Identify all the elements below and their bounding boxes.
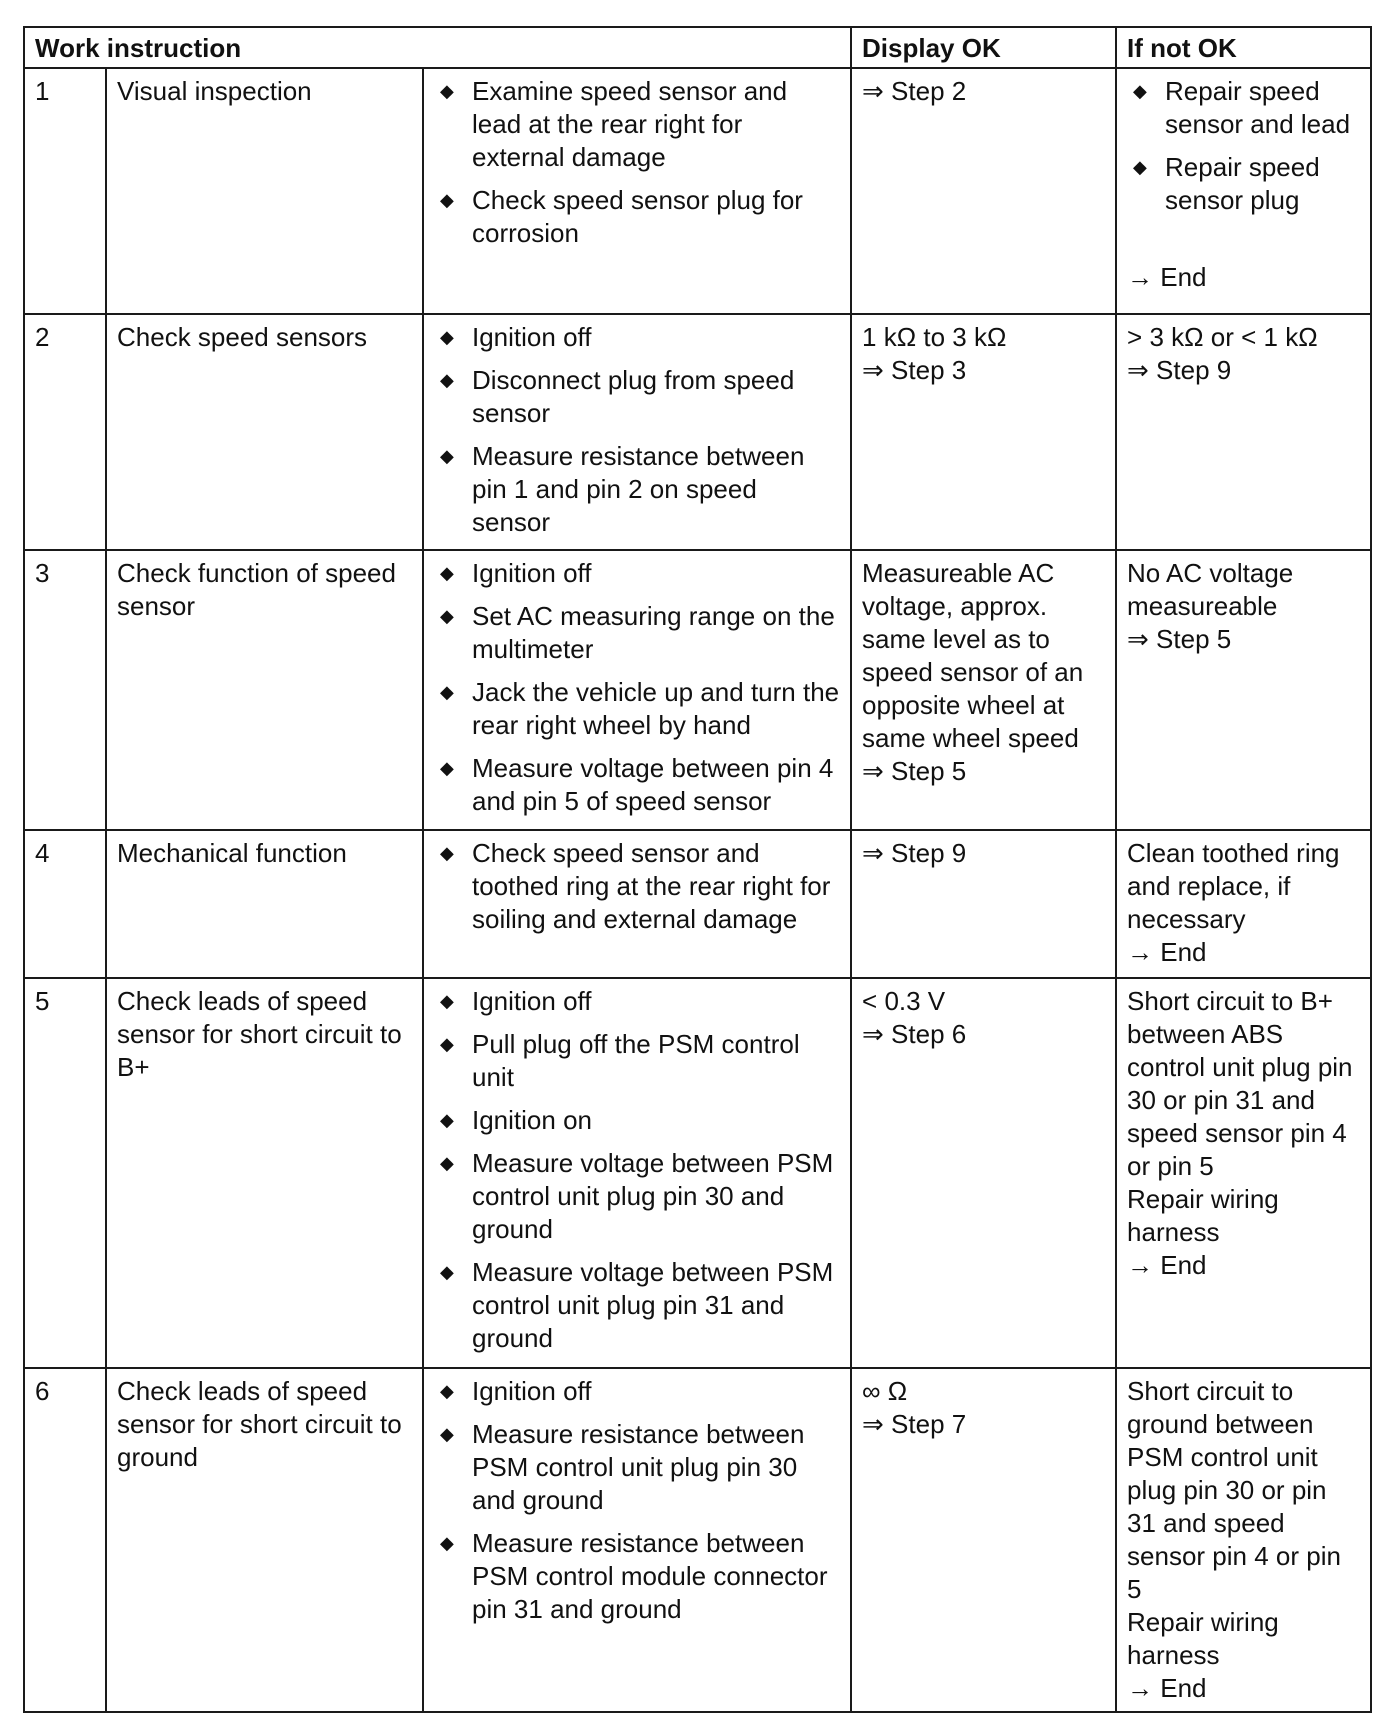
display-ok-cell (851, 830, 1116, 978)
list-item: ◆ Ignition off (440, 1376, 592, 1406)
bullet-icon: ◆ (440, 190, 454, 210)
if-not-ok-cell (1116, 978, 1371, 1368)
list-item: ◆ Repair speed sensor and lead (1133, 76, 1351, 139)
list-item: ◆ Pull plug off the PSM control unit (440, 1029, 800, 1092)
header-if-not-ok: If not OK (1116, 27, 1371, 68)
bullet-icon: ◆ (440, 370, 454, 390)
step-title: Mechanical function (106, 830, 423, 978)
table-row (24, 830, 1371, 978)
bullet-icon: ◆ (440, 1262, 454, 1282)
list-item: ◆ Measure resistance between PSM control unit plug pin 30 and ground (440, 1419, 805, 1515)
step-title: Check speed sensors (106, 314, 423, 550)
display-ok-cell (851, 314, 1116, 550)
step-instructions (423, 68, 851, 314)
if-not-ok-cell (1116, 68, 1371, 314)
step-number: 6 (24, 1368, 106, 1712)
step-title: Visual inspection (106, 68, 423, 314)
step-instructions (423, 978, 851, 1368)
step-number: 4 (24, 830, 106, 978)
bullet-icon: ◆ (440, 446, 454, 466)
list-item: ◆ Jack the vehicle up and turn the rear right wheel by hand (440, 677, 840, 740)
bullet-icon: ◆ (440, 1153, 454, 1173)
result-line: → End (1127, 937, 1207, 967)
result-line: Measureable AC voltage, approx. same level as to speed sensor of an opposite wheel at same wheel speed (862, 558, 1084, 753)
result-line: ⇒ Step 5 (1127, 624, 1232, 654)
result-line: Short circuit to B+ between ABS control unit plug pin 30 or pin 31 and speed sensor pin 4 or pin 5 (1127, 986, 1353, 1181)
result-line: > 3 kΩ or < 1 kΩ (1127, 322, 1318, 352)
step-title: Check leads of speed sensor for short circuit to B+ (106, 978, 423, 1368)
list-item: ◆ Measure voltage between PSM control unit plug pin 30 and ground (440, 1148, 834, 1244)
if-not-ok-cell (1116, 314, 1371, 550)
result-line: < 0.3 V (862, 986, 946, 1016)
list-item: ◆ Set AC measuring range on the multimeter (440, 601, 835, 664)
table-row (24, 978, 1371, 1368)
display-ok-cell (851, 68, 1116, 314)
result-line: Repair wiring harness (1127, 1607, 1279, 1670)
result-line: ⇒ Step 2 (862, 76, 967, 106)
step-title: Check function of speed sensor (106, 550, 423, 830)
result-line: Repair wiring harness (1127, 1184, 1279, 1247)
bullet-icon: ◆ (440, 843, 454, 863)
if-not-ok-cell (1116, 1368, 1371, 1712)
bullet-icon: ◆ (440, 682, 454, 702)
display-ok-cell (851, 978, 1116, 1368)
table-header-row (24, 27, 1371, 68)
work-instruction-table (23, 26, 1372, 1713)
step-title: Check leads of speed sensor for short circuit to ground (106, 1368, 423, 1712)
result-line: → End (1127, 1673, 1207, 1703)
list-item: ◆ Measure voltage between pin 4 and pin 5 of speed sensor (440, 753, 834, 816)
result-line: ⇒ Step 5 (862, 756, 967, 786)
list-item: ◆ Ignition off (440, 322, 592, 352)
bullet-icon: ◆ (1133, 81, 1147, 101)
result-line: Short circuit to ground between PSM control unit plug pin 30 or pin 31 and speed sensor pin 4 or pin 5 (1127, 1376, 1341, 1604)
list-item: ◆ Disconnect plug from speed sensor (440, 365, 795, 428)
list-item: ◆ Ignition off (440, 558, 592, 588)
bullet-icon: ◆ (440, 1110, 454, 1130)
bullet-icon: ◆ (440, 327, 454, 347)
display-ok-cell (851, 1368, 1116, 1712)
bullet-icon: ◆ (440, 81, 454, 101)
display-ok-cell (851, 550, 1116, 830)
result-line: ⇒ Step 6 (862, 1019, 967, 1049)
list-item: ◆ Examine speed sensor and lead at the rear right for external damage (440, 76, 788, 172)
list-item: ◆ Repair speed sensor plug (1133, 152, 1320, 215)
bullet-icon: ◆ (440, 606, 454, 626)
step-number: 5 (24, 978, 106, 1368)
bullet-icon: ◆ (440, 1424, 454, 1444)
result-line: ⇒ Step 9 (1127, 355, 1232, 385)
result-line: → End (1127, 1250, 1207, 1280)
bullet-icon: ◆ (440, 1381, 454, 1401)
bullet-icon: ◆ (440, 563, 454, 583)
bullet-icon: ◆ (440, 1533, 454, 1553)
result-line: 1 kΩ to 3 kΩ (862, 322, 1007, 352)
header-work-instruction: Work instruction (24, 27, 851, 68)
step-instructions (423, 1368, 851, 1712)
result-line: ⇒ Step 9 (862, 838, 967, 868)
list-item: ◆ Measure resistance between pin 1 and pin 2 on speed sensor (440, 441, 805, 537)
if-not-ok-cell (1116, 550, 1371, 830)
table-row (24, 68, 1371, 314)
list-item: ◆ Check speed sensor plug for corrosion (440, 185, 803, 248)
list-item: ◆ Measure resistance between PSM control module connector pin 31 and ground (440, 1528, 828, 1624)
result-line: Clean toothed ring and replace, if necessary (1127, 838, 1340, 934)
bullet-icon: ◆ (440, 991, 454, 1011)
list-item: ◆ Check speed sensor and toothed ring at the rear right for soiling and external damage (440, 838, 831, 934)
bullet-icon: ◆ (440, 1034, 454, 1054)
result-line: No AC voltage measureable (1127, 558, 1294, 621)
table-row (24, 550, 1371, 830)
list-item: ◆ Ignition on (440, 1105, 592, 1135)
table-row (24, 314, 1371, 550)
result-line: ∞ Ω (862, 1376, 908, 1406)
list-item: ◆ Ignition off (440, 986, 592, 1016)
step-instructions (423, 314, 851, 550)
if-not-ok-cell (1116, 830, 1371, 978)
bullet-icon: ◆ (1133, 157, 1147, 177)
step-instructions (423, 550, 851, 830)
step-instructions (423, 830, 851, 978)
header-display-ok: Display OK (851, 27, 1116, 68)
result-line: ⇒ Step 3 (862, 355, 967, 385)
table-row (24, 1368, 1371, 1712)
step-number: 1 (24, 68, 106, 314)
step-number: 3 (24, 550, 106, 830)
result-line: → End (1127, 262, 1207, 292)
result-line: ⇒ Step 7 (862, 1409, 967, 1439)
list-item: ◆ Measure voltage between PSM control unit plug pin 31 and ground (440, 1257, 834, 1353)
bullet-icon: ◆ (440, 758, 454, 778)
step-number: 2 (24, 314, 106, 550)
